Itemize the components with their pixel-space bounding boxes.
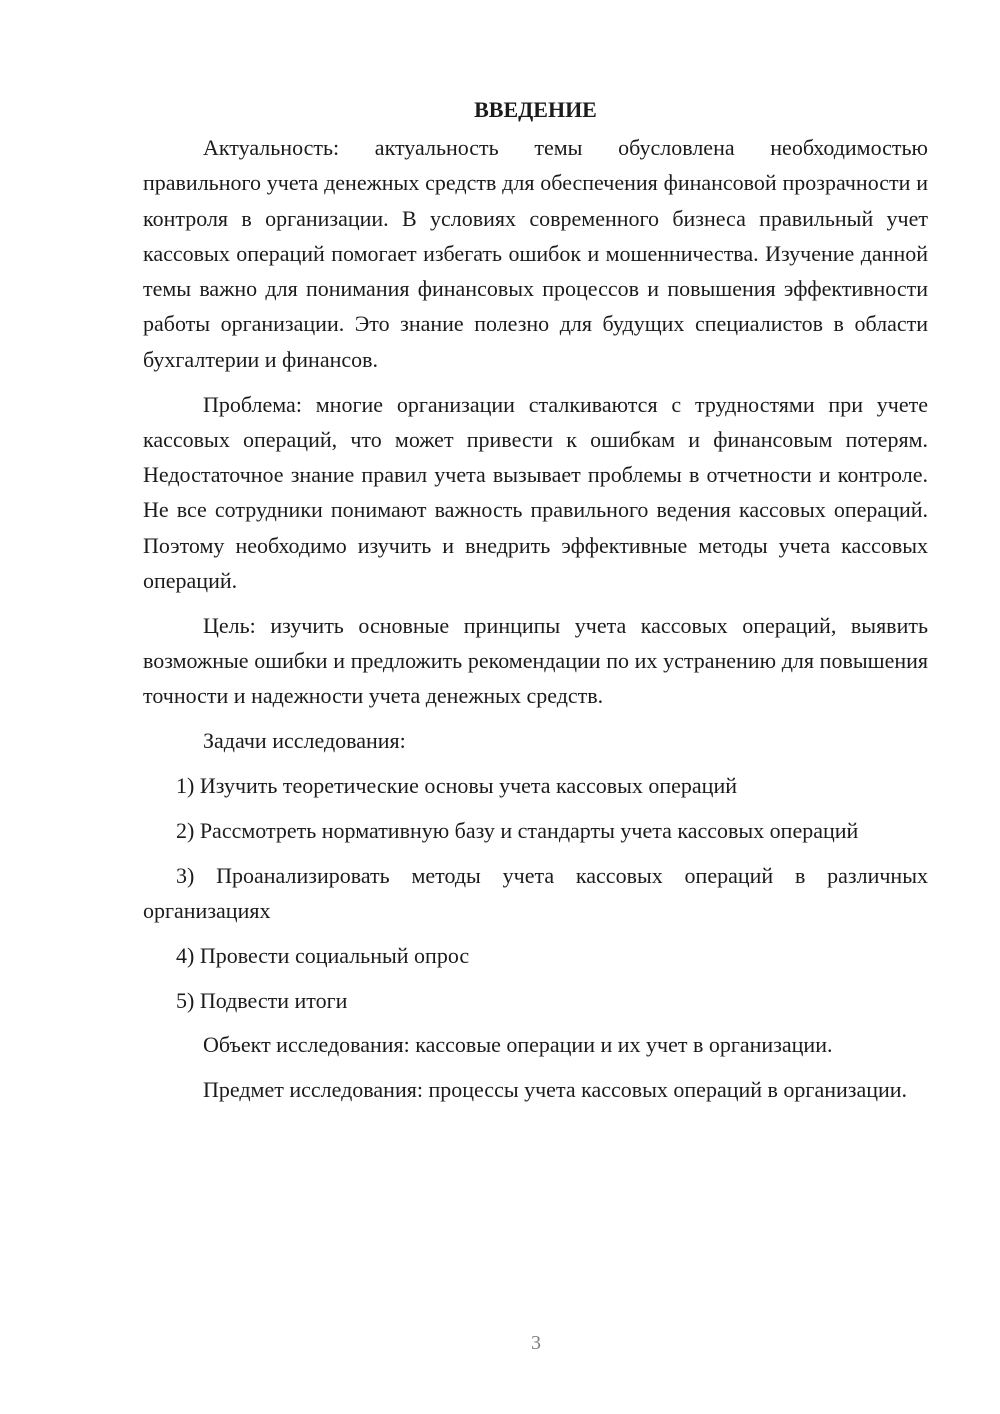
- paragraph-object: Объект исследования: кассовые операции и их учет в организации.: [203, 1032, 833, 1058]
- task-item-3: 3) Проанализировать методы учета кассовых операций в различных организациях: [143, 862, 928, 923]
- paragraph-problem: Проблема: многие организации сталкиваются с трудностями при учете кассовых операций, что может привести к ошибкам и финансовым потерям. Недостаточное знание правил учета вызывает проблемы в отчетности и контроле. Не все сотрудники понимают важность правильного ведения кассовых операций. Поэтому необходимо изучить и внедрить эффективные методы учета кассовых операций.: [143, 391, 928, 594]
- task-item-2: 2) Рассмотреть нормативную базу и стандарты учета кассовых операций: [176, 817, 859, 843]
- paragraph-goal: Цель: изучить основные принципы учета кассовых операций, выявить возможные ошибки и предложить рекомендации по их устранению для повышения точности и надежности учета денежных средств.: [143, 612, 928, 709]
- task-item-4: 4) Провести социальный опрос: [176, 942, 470, 968]
- document-page: [143, 92, 928, 1117]
- paragraph-relevance: Актуальность: актуальность темы обусловлена необходимостью правильного учета денежных средств для обеспечения финансовой прозрачности и контроля в организации. В условиях современного бизнеса правильный учет кассовых операций помогает избегать ошибок и мошенничества. Изучение данной темы важно для понимания финансовых процессов и повышения эффективности работы организации. Это знание полезно для будущих специалистов в области бухгалтерии и финансов.: [143, 135, 928, 372]
- page-number: 3: [531, 1332, 541, 1354]
- task-item-5: 5) Подвести итоги: [176, 987, 348, 1013]
- page-title: ВВЕДЕНИЕ: [474, 97, 597, 122]
- paragraph-subject: Предмет исследования: процессы учета кассовых операций в организации.: [203, 1077, 908, 1103]
- task-item-1: 1) Изучить теоретические основы учета кассовых операций: [176, 773, 737, 799]
- tasks-heading: Задачи исследования:: [203, 728, 406, 754]
